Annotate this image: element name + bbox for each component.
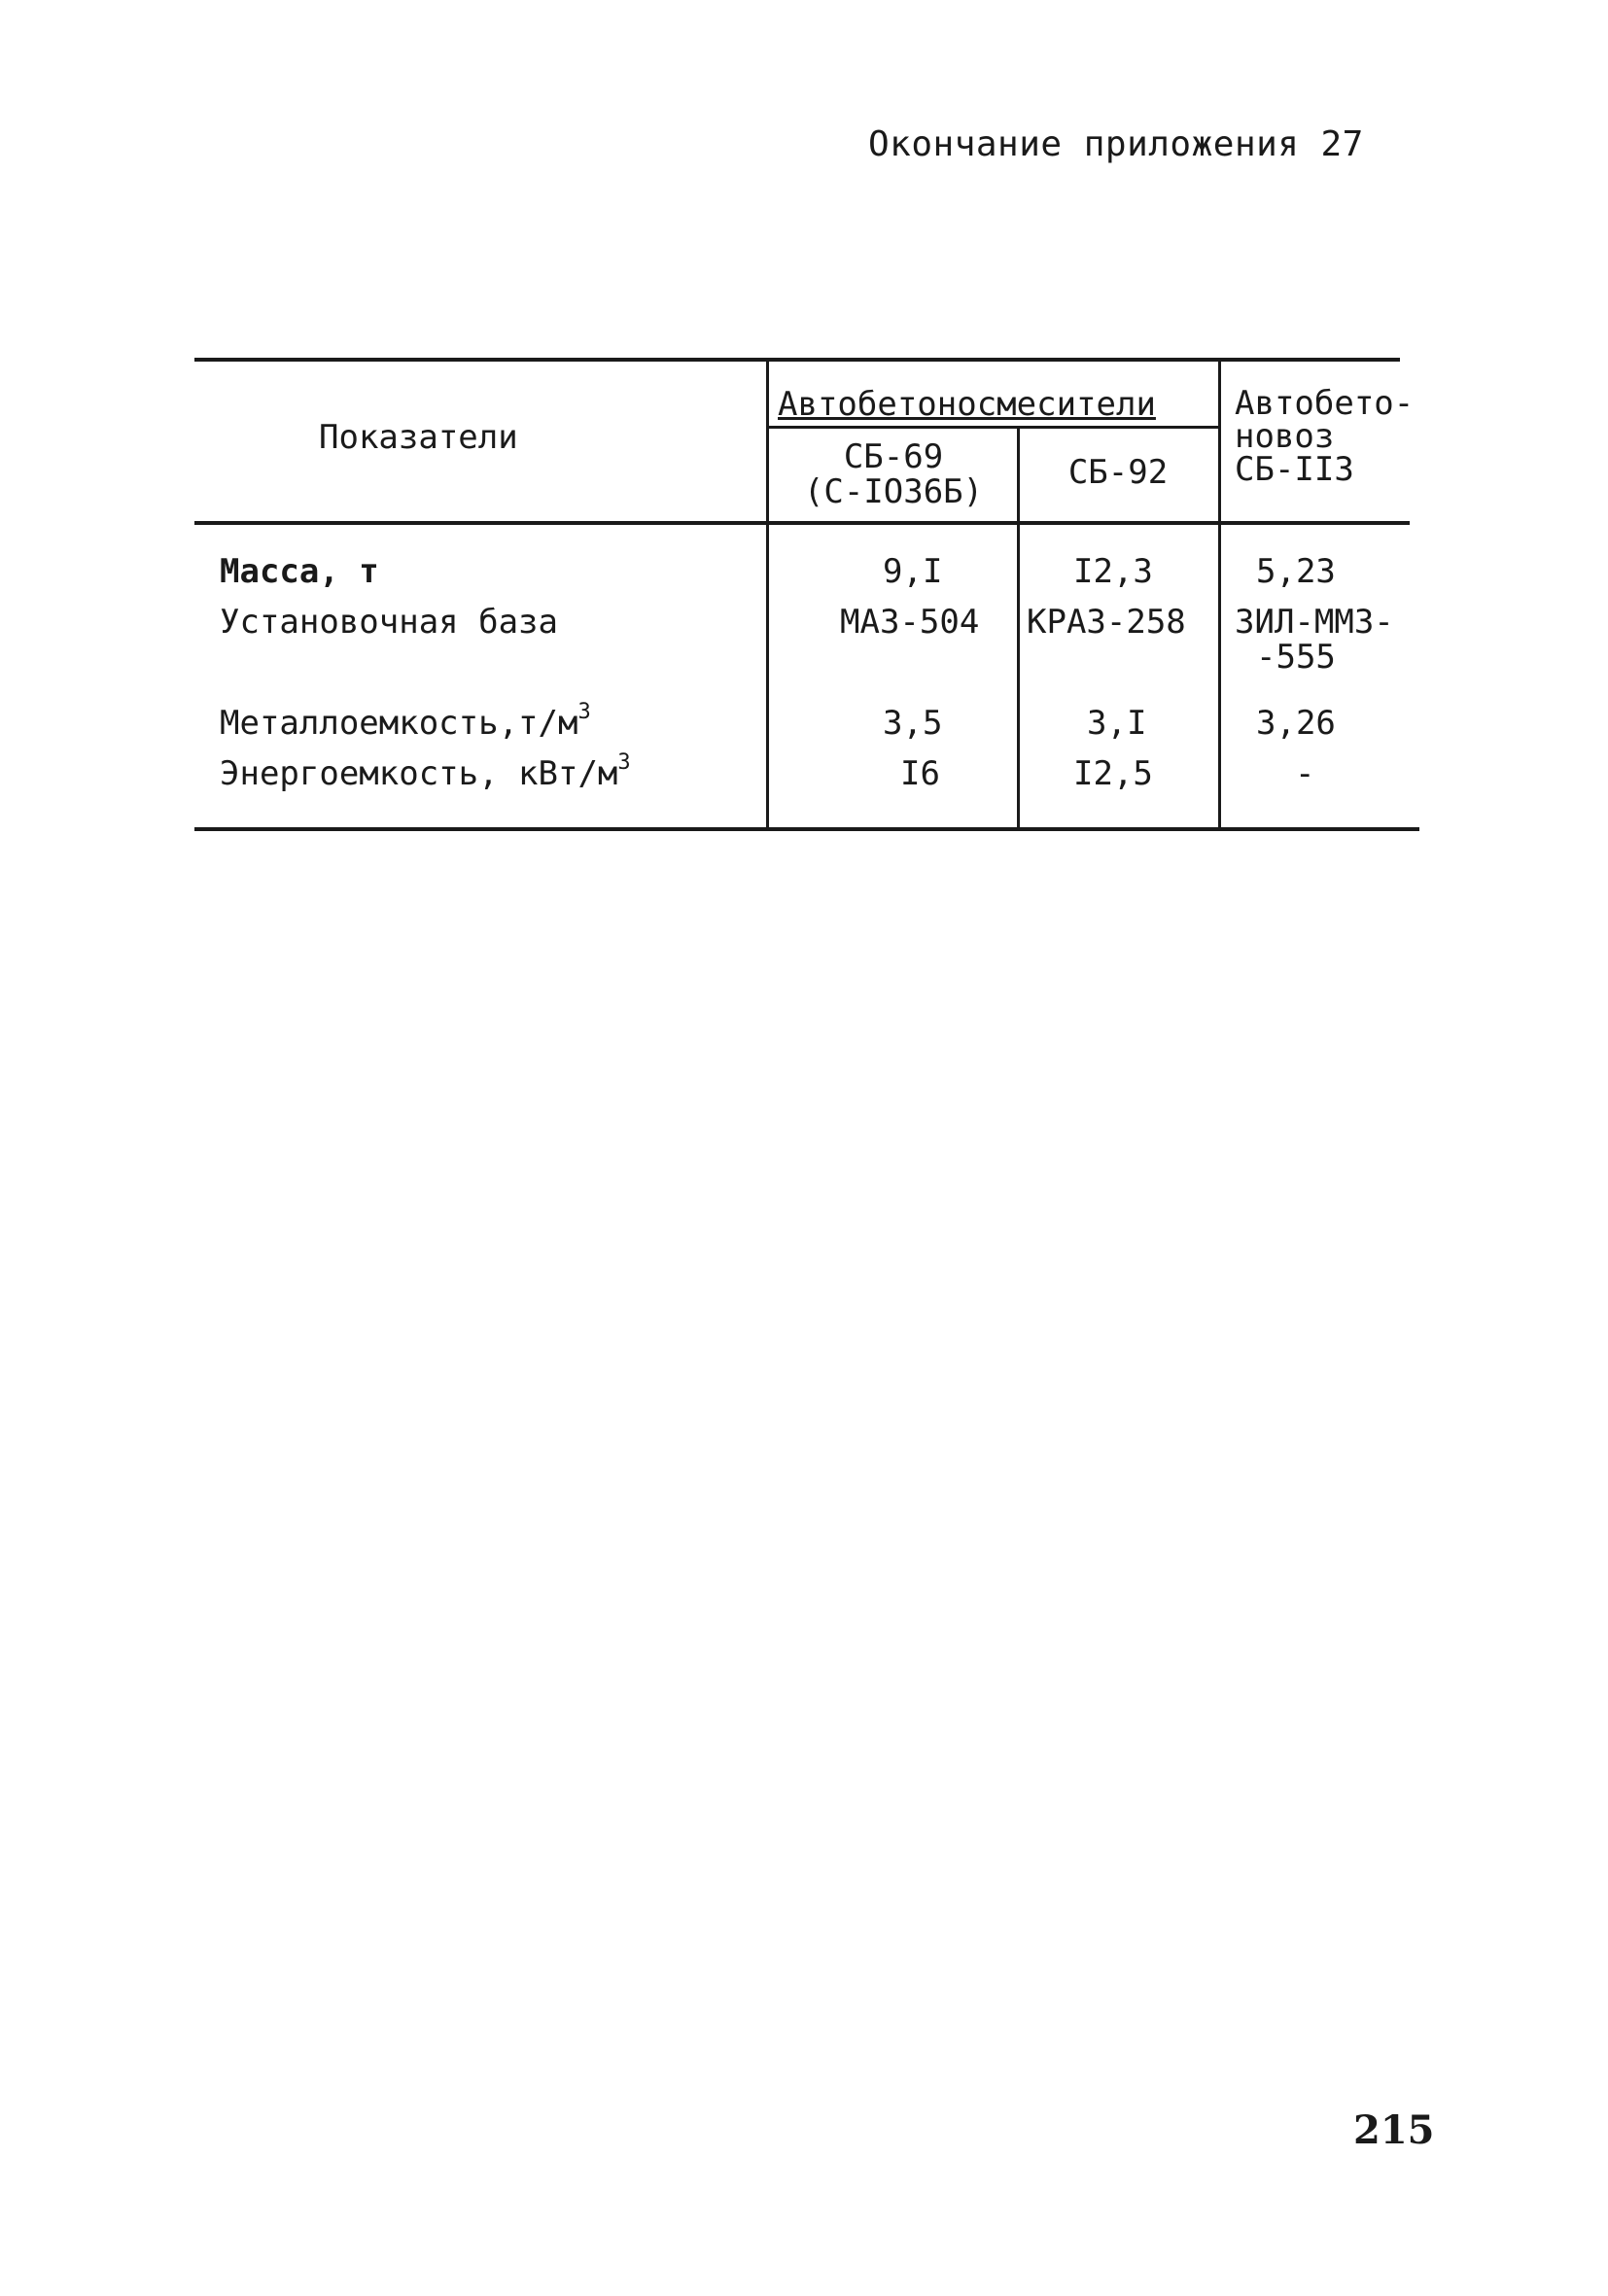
page-header <box>868 124 1364 164</box>
col-divider-1 <box>766 358 769 831</box>
col-sb113-line1: Автобето- <box>1235 384 1415 423</box>
row-label <box>220 699 591 743</box>
col-sb113-line2: новоз <box>1235 417 1335 456</box>
col-sb69-line1: СБ-69 <box>843 437 944 476</box>
row-value-sb113: 5,23 <box>1256 552 1336 591</box>
col-sb69-header <box>772 439 1015 509</box>
header-bottom-rule <box>194 521 1410 525</box>
specs-table <box>194 358 1419 831</box>
row-value-sb92: 3,I <box>1087 704 1147 743</box>
row-value-sb92: I2,3 <box>1073 552 1153 591</box>
param-header: Показатели <box>319 418 518 457</box>
col-divider-3 <box>1218 358 1221 831</box>
group-header-rule <box>768 426 1220 429</box>
row-label-text: Металлоемкость,т/м <box>220 704 578 743</box>
table-bottom-rule <box>194 827 1419 831</box>
row-label-superscript: 3 <box>617 749 631 775</box>
row-value-sb113 <box>1235 605 1394 675</box>
row-label: Масса, т <box>220 552 379 591</box>
col-sb92-header: СБ-92 <box>1067 453 1169 492</box>
row-label <box>220 749 631 793</box>
page-header-number: 27 <box>1320 124 1364 164</box>
col-sb113-line3: СБ-II3 <box>1235 450 1354 489</box>
row-value-sb113: 3,26 <box>1256 704 1336 743</box>
row-value-sb69: 9,I <box>883 552 943 591</box>
row-value-sb92: КРАЗ-258 <box>1027 603 1186 642</box>
row-label-superscript: 3 <box>577 699 591 724</box>
row-value-sb113-line1: ЗИЛ-ММЗ- <box>1235 603 1394 642</box>
col-sb69-line2: (С-IO36Б) <box>803 472 984 511</box>
page-number: 215 <box>1353 2107 1435 2153</box>
page-header-title: Окончание приложения <box>868 124 1300 164</box>
col-divider-2 <box>1017 426 1020 831</box>
group-header: Автобетоносмесители <box>778 385 1156 424</box>
row-value-sb92: I2,5 <box>1073 754 1153 793</box>
row-value-sb69: I6 <box>900 754 940 793</box>
col-sb113-header <box>1235 384 1415 489</box>
row-value-sb113: - <box>1295 754 1315 793</box>
row-value-sb69: 3,5 <box>883 704 943 743</box>
row-label-text: Энергоемкость, кВт/м <box>220 754 618 793</box>
row-value-sb113-line2: -555 <box>1256 638 1336 677</box>
row-label: Установочная база <box>220 603 558 642</box>
row-value-sb69: МАЗ-504 <box>840 603 980 642</box>
